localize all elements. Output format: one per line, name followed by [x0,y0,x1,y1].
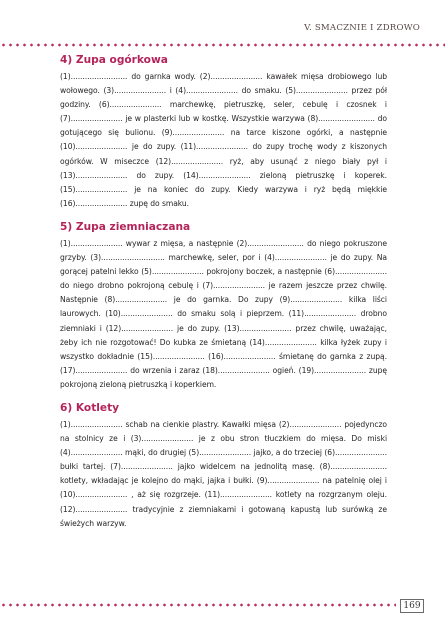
recipe-text-kotlety: (1)...................... schab na cienkie plastry. Kawałki mięsa (2)...................... pojedynczo na stolnicy ze i (3)...................... je z obu stron tłuczkiem do mięsa. Do miski (4)...................... mąki, do drugiej (5)...................... jajko, a do trzeciej (6)...................... bułki tartej. (7)...................... jajko widelcem na jednolitą masę. (8)........................ kotlety, wkładając je kolejno do mąki, jajka i bułki. (9)...................... na patelnię olej i (10)...................... , aż się rozgrzeje. (11)...................... kotlety na rozgrzanym oleju. (12)...................... tradycyjnie z ziemniakami i gotowaną kapustą lub surówką ze świeżych warzyw. [60,419,387,528]
recipe-text-zupa-ziemniaczana: (1)...................... wywar z mięsa, a następnie (2)........................ do niego pokruszone grzyby. (3)........................... marchewkę, seler, por i (4)...................... je do zupy. Na gorącej patelni lekko (5)...................... pokrojony boczek, a następnie (6)...................... do niego drobno pokrojoną cebulę i (7)...................... je razem jeszcze przez chwilę. Następnie (8)...................... je do garnka. Do zupy (9)...................... kilka liści laurowych. (10)...................... do smaku solą i pieprzem. (11)...................... drobno ziemniaki i (12)...................... je do zupy. (13)...................... przez chwilę, uważając, żeby ich nie rozgotować! Do kubka ze śmietaną (14)...................... kilka łyżek zupy i wszystko dokładnie (15)...................... (16)...................... śmietanę do garnka z zupą. (17)...................... do wrzenia i zaraz (18)...................... ogień. (19)...................... zupę pokrojoną zieloną pietruszką i koperkiem. [60,238,387,389]
recipe-text-zupa-ogorkowa: (1)........................ do garnka wody. (2)...................... kawałek mięsa drobiowego lub wołowego. (3)...................... i (4)...................... do smaku. (5)...................... przez pół godziny. (6)...................... marchewkę, pietruszkę, seler, cebulę i czosnek i (7)...................... je w plasterki lub w kostkę. Wszystkie warzywa (8)........................ do gotującego się bulionu. (9)...................... na tarce kiszone ogórki, a następnie (10)...................... je do zupy. (11)...................... do zupy trochę wody z kiszonych ogórków. W miseczce (12)...................... ryż, aby usunąć z niego biały pył i (13)...................... do zupy. (14)...................... zieloną pietruszkę i koperek. (15)...................... je na koniec do zupy. Kiedy warzywa i ryż będą miękkie (16)...................... zupę do smaku. [60,72,387,208]
chapter-header: V. SMACZNIE I ZDROWO [304,23,420,33]
top-dotted-rule [0,43,445,47]
section-title-zupa-ziemniaczana: 5) Zupa ziemniaczana [60,220,191,233]
page-number: 169 [400,599,424,613]
section-title-zupa-ogorkowa: 4) Zupa ogórkowa [60,54,168,66]
bottom-dotted-rule [0,603,396,607]
page-content [60,54,387,531]
section-title-kotlety: 6) Kotlety [60,401,120,414]
